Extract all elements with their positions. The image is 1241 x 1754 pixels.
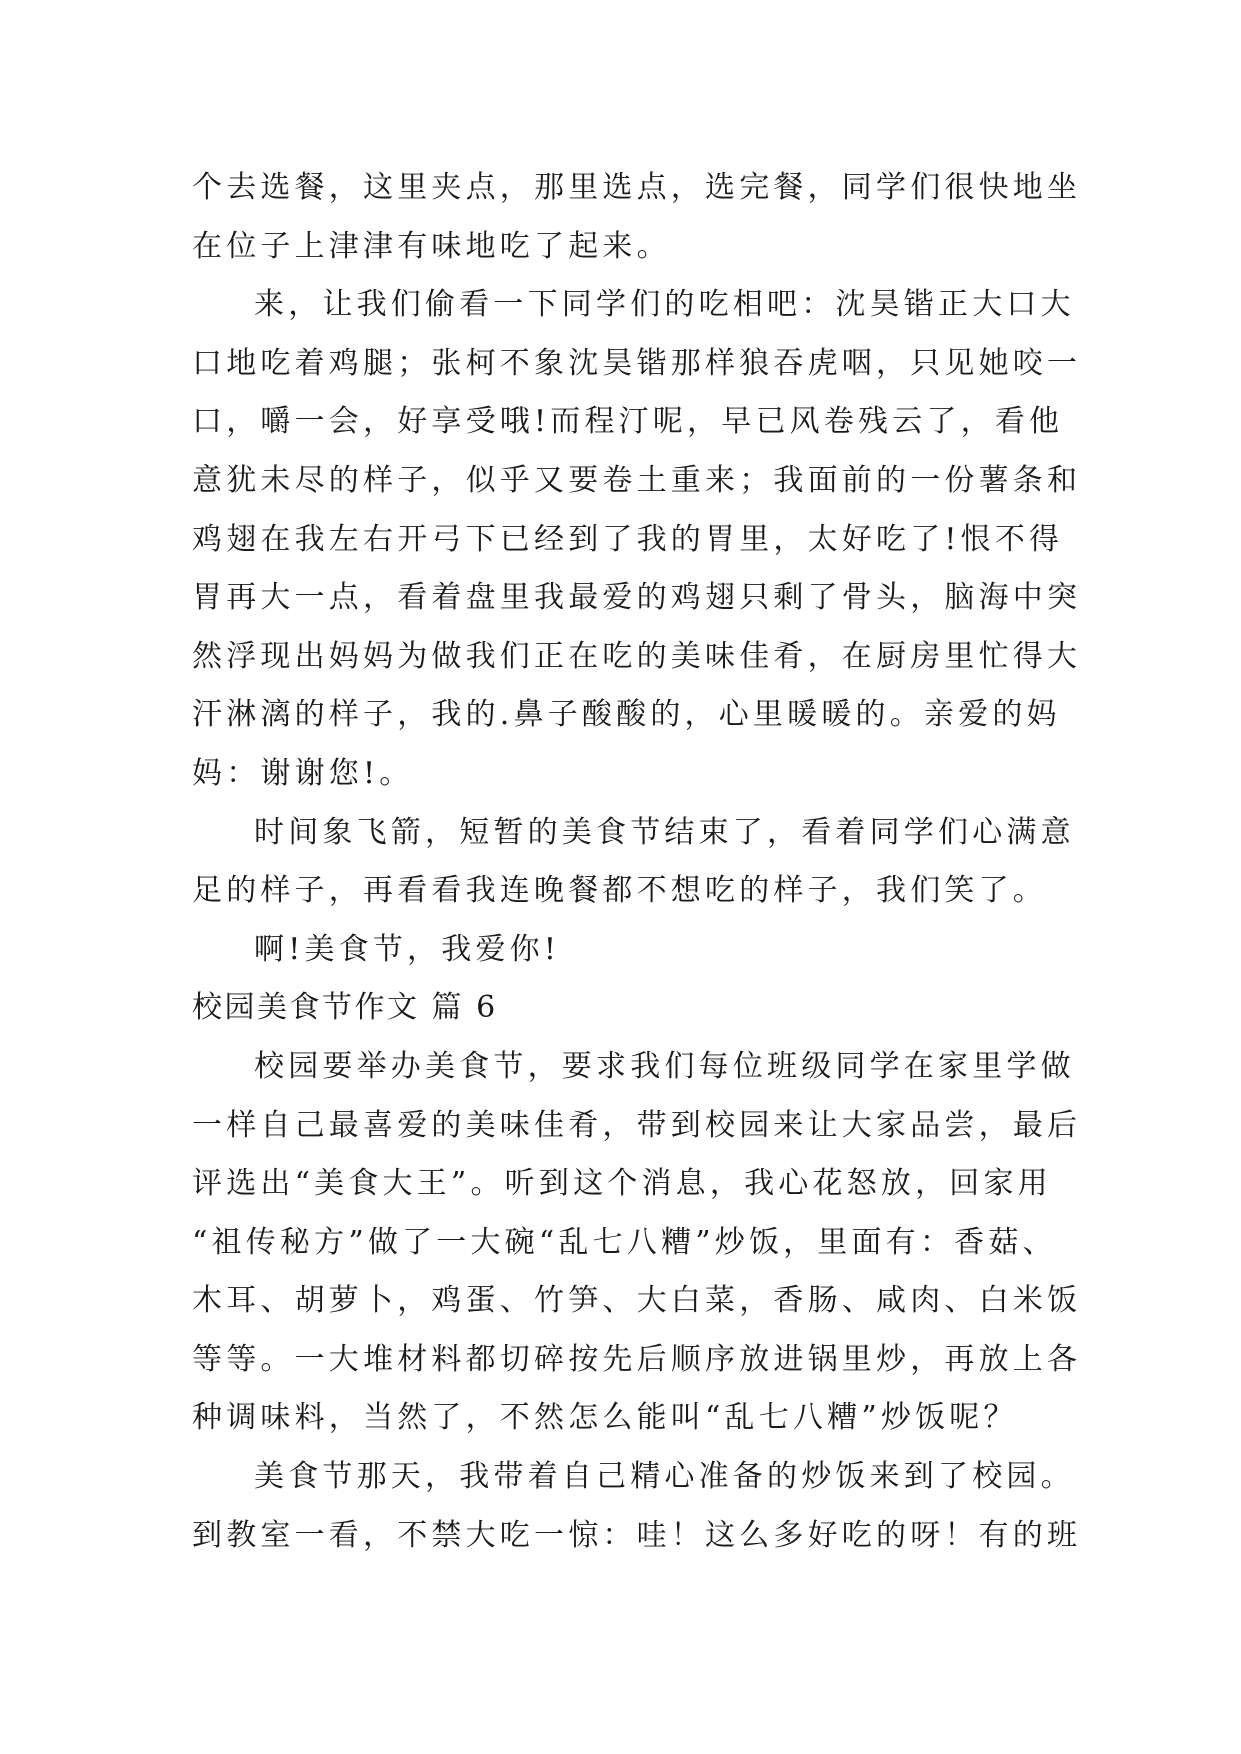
- text-line: “祖传秘方”做了一大碗“乱七八糟”炒饭，里面有：香菇、: [192, 1224, 1057, 1260]
- text-line: 种调味料，当然了，不然怎么能叫“乱七八糟”炒饭呢？: [192, 1400, 1018, 1436]
- paragraph-start-line: 时间象飞箭，短暂的美食节结束了，看着同学们心满意: [254, 814, 1075, 850]
- text-line: 妈：谢谢您!。: [192, 755, 414, 791]
- text-line: 意犹未尽的样子，似乎又要卷土重来；我面前的一份薯条和: [192, 462, 1082, 498]
- text-line: 胃再大一点，看着盘里我最爱的鸡翅只剩了骨头，脑海中突: [192, 580, 1082, 616]
- paragraph-start-line: 来，让我们偷看一下同学们的吃相吧：沈昊锴正大口大: [254, 287, 1075, 323]
- paragraph-start-line: 啊!美食节，我爱你!: [254, 931, 561, 967]
- text-line: 口，嚼一会，好享受哦!而程汀呢，早已风卷残云了，看他: [192, 404, 1064, 440]
- text-line: 等等。一大堆材料都切碎按先后顺序放进锅里炒，再放上各: [192, 1341, 1082, 1377]
- text-line: 口地吃着鸡腿；张柯不象沈昊锴那样狼吞虎咽，只见她咬一: [192, 345, 1082, 381]
- text-line: 到教室一看，不禁大吃一惊：哇！这么多好吃的呀！有的班: [192, 1517, 1082, 1553]
- text-line: 木耳、胡萝卜，鸡蛋、竹笋、大白菜，香肠、咸肉、白米饭: [192, 1283, 1082, 1319]
- text-line: 然浮现出妈妈为做我们正在吃的美味佳肴，在厨房里忙得大: [192, 638, 1082, 674]
- essay-text: [192, 159, 1082, 1565]
- text-line: 鸡翅在我左右开弓下已经到了我的胃里，太好吃了!恨不得: [192, 521, 1064, 557]
- text-line: 个去选餐，这里夹点，那里选点，选完餐，同学们很快地坐: [192, 170, 1082, 205]
- text-line: 评选出“美食大王”。听到这个消息，我心花怒放，回家用: [192, 1166, 1052, 1202]
- text-line: 汗淋漓的样子，我的.鼻子酸酸的，心里暖暖的。亲爱的妈: [192, 697, 1061, 733]
- section-heading: 校园美食节作文 篇 6: [192, 990, 498, 1026]
- paragraph-start-line: 校园要举办美食节，要求我们每位班级同学在家里学做: [254, 1048, 1075, 1084]
- paragraph-start-line: 美食节那天，我带着自己精心准备的炒饭来到了校园。: [254, 1459, 1075, 1495]
- text-line: 足的样子，再看看我连晚餐都不想吃的样子，我们笑了。: [192, 873, 1047, 909]
- text-line: 在位子上津津有味地吃了起来。: [192, 228, 671, 264]
- text-line: 一样自己最喜爱的美味佳肴，带到校园来让大家品尝，最后: [192, 1107, 1082, 1143]
